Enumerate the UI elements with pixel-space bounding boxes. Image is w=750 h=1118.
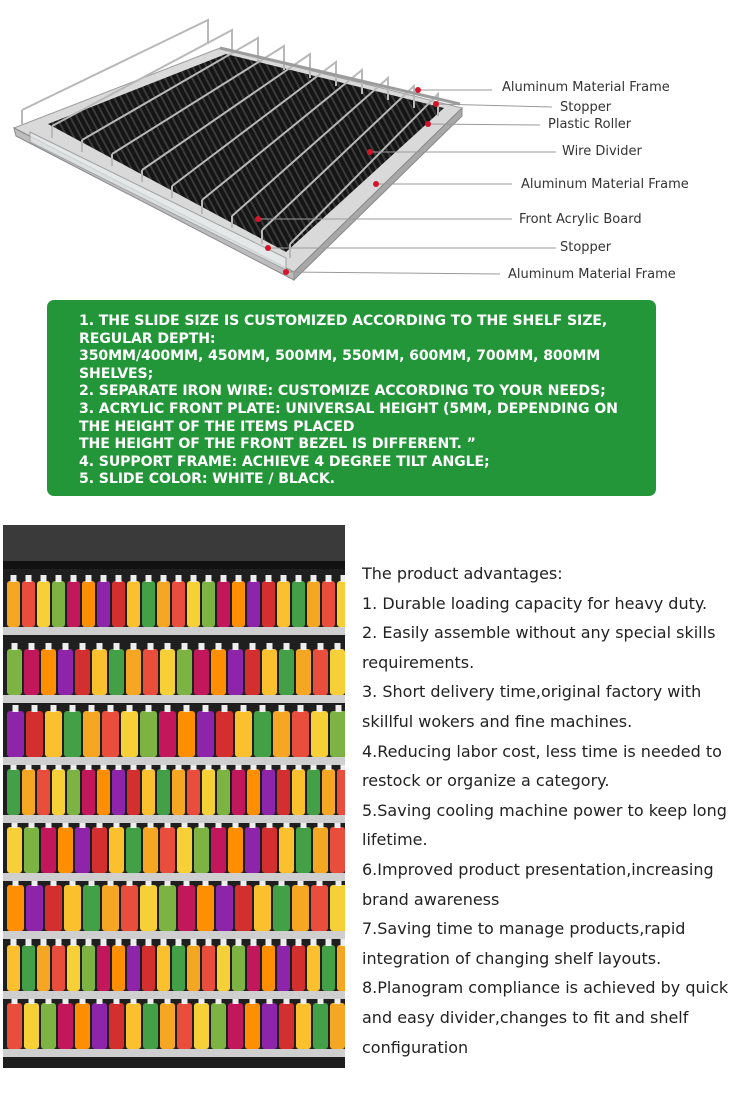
bottle xyxy=(311,885,328,931)
bottle xyxy=(127,769,140,815)
spec-line: SHELVES; xyxy=(79,365,154,382)
bottle-cap xyxy=(281,939,287,946)
bottle-cap xyxy=(191,939,197,946)
advantage-line: requirements. xyxy=(362,652,475,672)
bottle xyxy=(83,711,100,757)
bottle xyxy=(197,711,214,757)
bottle-cap xyxy=(41,939,47,946)
bottle xyxy=(262,769,275,815)
bottle xyxy=(143,649,158,695)
bottle-cap xyxy=(101,939,107,946)
bottle xyxy=(177,1003,192,1049)
bottle xyxy=(273,711,290,757)
bottle-cap xyxy=(341,939,346,946)
bottle xyxy=(126,649,141,695)
bottle-cap xyxy=(318,643,324,650)
bottle xyxy=(202,769,215,815)
bottle-cap xyxy=(127,705,133,712)
bottle xyxy=(232,581,245,627)
bottle xyxy=(292,769,305,815)
bottle xyxy=(279,1003,294,1049)
bottle xyxy=(7,827,22,873)
bottle xyxy=(187,769,200,815)
bottle xyxy=(254,885,271,931)
bottle xyxy=(64,711,81,757)
bottle-cap xyxy=(336,705,342,712)
bottle xyxy=(75,1003,90,1049)
bottle xyxy=(217,581,230,627)
bottle xyxy=(52,581,65,627)
advantage-line: 3. Short delivery time,original factory with xyxy=(362,682,702,702)
bottle xyxy=(142,581,155,627)
shelf-edge xyxy=(3,1049,345,1057)
bottle-cap xyxy=(221,939,227,946)
bottle xyxy=(273,885,290,931)
bottle xyxy=(159,885,176,931)
spec-line: THE HEIGHT OF THE ITEMS PLACED xyxy=(79,418,355,435)
bottle xyxy=(292,945,305,991)
bottle xyxy=(322,581,335,627)
bottle xyxy=(97,581,110,627)
spec-line: 3. ACRYLIC FRONT PLATE: UNIVERSAL HEIGHT (5MM, DEPENDING ON xyxy=(79,400,618,417)
bottle xyxy=(337,945,345,991)
bottle xyxy=(262,649,277,695)
bottle-cap xyxy=(233,643,239,650)
bottle-cap xyxy=(206,575,212,582)
bottle xyxy=(41,1003,56,1049)
bottle xyxy=(216,885,233,931)
bottle-cap xyxy=(199,643,205,650)
bottle xyxy=(22,581,35,627)
bottle-cap xyxy=(108,705,114,712)
bottle-cap xyxy=(165,643,171,650)
callout-wire-divider: Wire Divider xyxy=(562,144,642,159)
bottle-cap xyxy=(221,575,227,582)
bottle xyxy=(157,945,170,991)
bottle xyxy=(307,769,320,815)
bottle xyxy=(235,885,252,931)
bottle-cap xyxy=(251,939,257,946)
advantage-line: skillful wokers and fine machines. xyxy=(362,711,633,731)
bottle xyxy=(187,581,200,627)
bottle xyxy=(228,1003,243,1049)
bottle xyxy=(330,827,345,873)
bottle-cap xyxy=(341,575,346,582)
bottle xyxy=(58,649,73,695)
spec-line: 1. THE SLIDE SIZE IS CUSTOMIZED ACCORDING TO THE SHELF SIZE, xyxy=(79,313,608,329)
bottle xyxy=(67,945,80,991)
bottle xyxy=(296,649,311,695)
bottle xyxy=(109,827,124,873)
bottle xyxy=(82,769,95,815)
bottle xyxy=(245,649,260,695)
bottle xyxy=(7,711,24,757)
spec-line: 350MM/400MM, 450MM, 500MM, 550MM, 600MM, 700MM, 800MM xyxy=(79,348,601,365)
bottle xyxy=(143,1003,158,1049)
bottle xyxy=(112,769,125,815)
bottle-cap xyxy=(56,939,62,946)
bottle-cap xyxy=(335,643,341,650)
bottle xyxy=(82,945,95,991)
bottle xyxy=(194,827,209,873)
bottle xyxy=(45,711,62,757)
bottle xyxy=(194,1003,209,1049)
bottle-cap xyxy=(46,643,52,650)
bottle xyxy=(160,827,175,873)
bottle-cap xyxy=(279,705,285,712)
bottle-cap xyxy=(184,705,190,712)
bottle xyxy=(307,945,320,991)
bottle xyxy=(313,649,328,695)
bottle-cap xyxy=(86,939,92,946)
bottle xyxy=(24,1003,39,1049)
bottle-cap xyxy=(146,705,152,712)
bottle-cap xyxy=(236,575,242,582)
bottle xyxy=(7,945,20,991)
advantage-line: lifetime. xyxy=(362,830,428,850)
bottle xyxy=(172,945,185,991)
bottle-cap xyxy=(86,575,92,582)
bottle xyxy=(172,769,185,815)
bottle xyxy=(121,711,138,757)
bottle xyxy=(330,885,345,931)
bottle xyxy=(178,885,195,931)
bottle xyxy=(194,649,209,695)
bottle xyxy=(112,581,125,627)
bottle xyxy=(127,581,140,627)
bottle xyxy=(83,885,100,931)
bottle xyxy=(75,649,90,695)
bottle xyxy=(262,945,275,991)
bottle-cap xyxy=(131,643,137,650)
bottle xyxy=(7,885,24,931)
callout-aluminum-frame-2: Aluminum Material Frame xyxy=(521,177,689,192)
bottle-cap xyxy=(70,705,76,712)
bottle xyxy=(279,649,294,695)
beverage-display-illustration xyxy=(3,525,345,1068)
bottle xyxy=(75,827,90,873)
bottle xyxy=(228,827,243,873)
bottle-cap xyxy=(131,939,137,946)
bottle xyxy=(109,1003,124,1049)
callout-aluminum-frame-1: Aluminum Material Frame xyxy=(502,80,670,95)
bottle xyxy=(330,711,345,757)
bottle xyxy=(292,711,309,757)
bottle xyxy=(67,581,80,627)
advantage-line: 2. Easily assemble without any special skills xyxy=(362,623,716,643)
bottle xyxy=(126,827,141,873)
bottle-cap xyxy=(116,575,122,582)
bottle xyxy=(247,945,260,991)
bottle xyxy=(92,649,107,695)
bottle xyxy=(140,885,157,931)
bottle-cap xyxy=(63,643,69,650)
advantage-line: 7.Saving time to manage products,rapid xyxy=(362,919,686,939)
bottle xyxy=(277,769,290,815)
bottle xyxy=(22,769,35,815)
bottle xyxy=(67,769,80,815)
bottle xyxy=(109,649,124,695)
bottle xyxy=(216,711,233,757)
bottle xyxy=(262,581,275,627)
bottle xyxy=(178,711,195,757)
bottle-cap xyxy=(71,575,77,582)
bottle-cap xyxy=(326,575,332,582)
bottle xyxy=(337,581,345,627)
bottle xyxy=(24,649,39,695)
bottle-cap xyxy=(296,575,302,582)
bottle xyxy=(202,945,215,991)
bottle-cap xyxy=(266,575,272,582)
bottle xyxy=(58,827,73,873)
spec-line: REGULAR DEPTH: xyxy=(79,330,216,347)
spec-line: THE HEIGHT OF THE FRONT BEZEL IS DIFFERENT. ” xyxy=(79,436,476,453)
bottle-cap xyxy=(101,575,107,582)
bottle xyxy=(126,1003,141,1049)
bottle-cap xyxy=(311,575,317,582)
bottle xyxy=(121,885,138,931)
bottle-cap xyxy=(71,939,77,946)
bottle-cap xyxy=(317,705,323,712)
advantage-line: 4.Reducing labor cost, less time is needed to xyxy=(362,741,722,761)
bottle-cap xyxy=(51,705,57,712)
bottle xyxy=(140,711,157,757)
shelf-diagram xyxy=(0,0,750,295)
bottle xyxy=(330,649,345,695)
shelf-edge xyxy=(3,695,345,703)
bottle xyxy=(232,769,245,815)
bottle xyxy=(247,769,260,815)
shelf-edge xyxy=(3,991,345,999)
bottle xyxy=(211,1003,226,1049)
bottle xyxy=(157,769,170,815)
bottle xyxy=(26,711,43,757)
bottle xyxy=(37,581,50,627)
bottle xyxy=(160,1003,175,1049)
bottle xyxy=(228,649,243,695)
bottle xyxy=(313,1003,328,1049)
bottle xyxy=(211,649,226,695)
bottle-cap xyxy=(236,939,242,946)
bottle-cap xyxy=(26,939,32,946)
bottle-cap xyxy=(56,575,62,582)
bottle xyxy=(92,1003,107,1049)
bottle xyxy=(127,945,140,991)
plastic-rollers xyxy=(48,54,444,252)
bottle xyxy=(97,769,110,815)
bottle xyxy=(235,711,252,757)
spec-line: 5. SLIDE COLOR: WHITE / BLACK. xyxy=(79,471,335,488)
bottle xyxy=(313,827,328,873)
bottle-cap xyxy=(182,643,188,650)
bottle xyxy=(102,711,119,757)
bottle xyxy=(202,581,215,627)
bottle-cap xyxy=(161,939,167,946)
bottle-cap xyxy=(32,705,38,712)
specification-box xyxy=(47,300,656,496)
callout-aluminum-frame-3: Aluminum Material Frame xyxy=(508,267,676,282)
bottle xyxy=(22,945,35,991)
bottle xyxy=(292,581,305,627)
bottle-cap xyxy=(311,939,317,946)
shelf-edge xyxy=(3,931,345,939)
bottle xyxy=(52,945,65,991)
refrigerator-shelf-photo xyxy=(3,525,345,1068)
bottle xyxy=(52,769,65,815)
bottle xyxy=(296,827,311,873)
callout-front-acrylic-board: Front Acrylic Board xyxy=(519,212,642,227)
shelf-edge xyxy=(3,757,345,765)
bottle-cap xyxy=(146,575,152,582)
bottle xyxy=(102,885,119,931)
advantage-line: 8.Planogram compliance is achieved by quick xyxy=(362,978,729,998)
bottle-cap xyxy=(176,939,182,946)
bottle-cap xyxy=(241,705,247,712)
bottle xyxy=(311,711,328,757)
bottle-cap xyxy=(148,643,154,650)
bottle-cap xyxy=(222,705,228,712)
advantage-line: 5.Saving cooling machine power to keep long xyxy=(362,800,727,820)
bottle xyxy=(211,827,226,873)
bottle-cap xyxy=(266,939,272,946)
bottle-cap xyxy=(131,575,137,582)
bottle-cap xyxy=(165,705,171,712)
bottle xyxy=(24,827,39,873)
bottle-cap xyxy=(251,575,257,582)
bottle xyxy=(247,581,260,627)
callout-stopper-1: Stopper xyxy=(560,100,612,115)
bottle xyxy=(277,581,290,627)
bottle xyxy=(279,827,294,873)
bottle-cap xyxy=(296,939,302,946)
bottle-cap xyxy=(11,575,17,582)
advantage-line: restock or organize a category. xyxy=(362,771,610,791)
bottle xyxy=(307,581,320,627)
bottle-cap xyxy=(326,939,332,946)
bottle xyxy=(172,581,185,627)
spec-line: 2. SEPARATE IRON WIRE: CUSTOMIZE ACCORDING TO YOUR NEEDS; xyxy=(79,383,606,400)
bottle-cap xyxy=(80,643,86,650)
bottle-cap xyxy=(203,705,209,712)
product-advantages xyxy=(362,559,747,1062)
bottle xyxy=(7,1003,22,1049)
bottle xyxy=(245,827,260,873)
bottle xyxy=(337,769,345,815)
bottle xyxy=(97,945,110,991)
advantage-line: integration of changing shelf layouts. xyxy=(362,948,662,968)
bottle xyxy=(160,649,175,695)
bottle-cap xyxy=(26,575,32,582)
bottle-cap xyxy=(281,575,287,582)
bottle xyxy=(262,1003,277,1049)
shelf-edge xyxy=(3,815,345,823)
bottle xyxy=(41,827,56,873)
bottle-cap xyxy=(176,575,182,582)
bottle xyxy=(177,649,192,695)
bottle xyxy=(292,885,309,931)
bottle xyxy=(143,827,158,873)
bottle xyxy=(217,945,230,991)
bottle xyxy=(7,649,22,695)
bottle xyxy=(112,945,125,991)
bottle-cap xyxy=(97,643,103,650)
bottle xyxy=(37,945,50,991)
bottle-cap xyxy=(216,643,222,650)
bottle xyxy=(64,885,81,931)
callout-stopper-2: Stopper xyxy=(560,240,612,255)
spec-line: 4. SUPPORT FRAME: ACHIEVE 4 DEGREE TILT ANGLE; xyxy=(79,453,490,470)
bottle xyxy=(58,1003,73,1049)
advantages-title: The product advantages: xyxy=(362,564,563,583)
bottle-cap xyxy=(11,939,17,946)
bottle-cap xyxy=(250,643,256,650)
bottle-cap xyxy=(161,575,167,582)
bottle-cap xyxy=(146,939,152,946)
bottle xyxy=(262,827,277,873)
advantage-line: configuration xyxy=(362,1037,469,1057)
bottle xyxy=(245,1003,260,1049)
bottle-cap xyxy=(41,575,47,582)
bottle xyxy=(232,945,245,991)
bottle-cap xyxy=(114,643,120,650)
bottle xyxy=(187,945,200,991)
bottle xyxy=(322,945,335,991)
bottle xyxy=(254,711,271,757)
bottle-cap xyxy=(301,643,307,650)
advantage-line: and easy divider,changes to fit and shelf xyxy=(362,1007,689,1027)
bottle-cap xyxy=(206,939,212,946)
bottle xyxy=(177,827,192,873)
bottle xyxy=(41,649,56,695)
bottle xyxy=(217,769,230,815)
advantage-line: 1. Durable loading capacity for heavy duty. xyxy=(362,593,708,613)
bottle xyxy=(7,581,20,627)
bottle-cap xyxy=(13,705,19,712)
bottle xyxy=(197,885,214,931)
bottle xyxy=(330,1003,345,1049)
bottle xyxy=(92,827,107,873)
bottle xyxy=(45,885,62,931)
bottle-cap xyxy=(260,705,266,712)
bottle-cap xyxy=(12,643,18,650)
callout-plastic-roller: Plastic Roller xyxy=(548,117,632,132)
bottle xyxy=(26,885,43,931)
bottle xyxy=(277,945,290,991)
bottle-cap xyxy=(89,705,95,712)
bottle xyxy=(296,1003,311,1049)
shelf-edge xyxy=(3,627,345,635)
bottle xyxy=(7,769,20,815)
bottle xyxy=(142,769,155,815)
bottle xyxy=(322,769,335,815)
bottle-cap xyxy=(267,643,273,650)
bottle-cap xyxy=(29,643,35,650)
bottle-cap xyxy=(116,939,122,946)
bottle xyxy=(157,581,170,627)
advantage-line: brand awareness xyxy=(362,889,500,909)
shelf-edge xyxy=(3,873,345,881)
bottle-cap xyxy=(191,575,197,582)
bottle-cap xyxy=(284,643,290,650)
bottle xyxy=(82,581,95,627)
advantage-line: 6.Improved product presentation,increasing xyxy=(362,859,714,879)
bottle xyxy=(142,945,155,991)
bottle-cap xyxy=(298,705,304,712)
bottle xyxy=(159,711,176,757)
bottle xyxy=(37,769,50,815)
